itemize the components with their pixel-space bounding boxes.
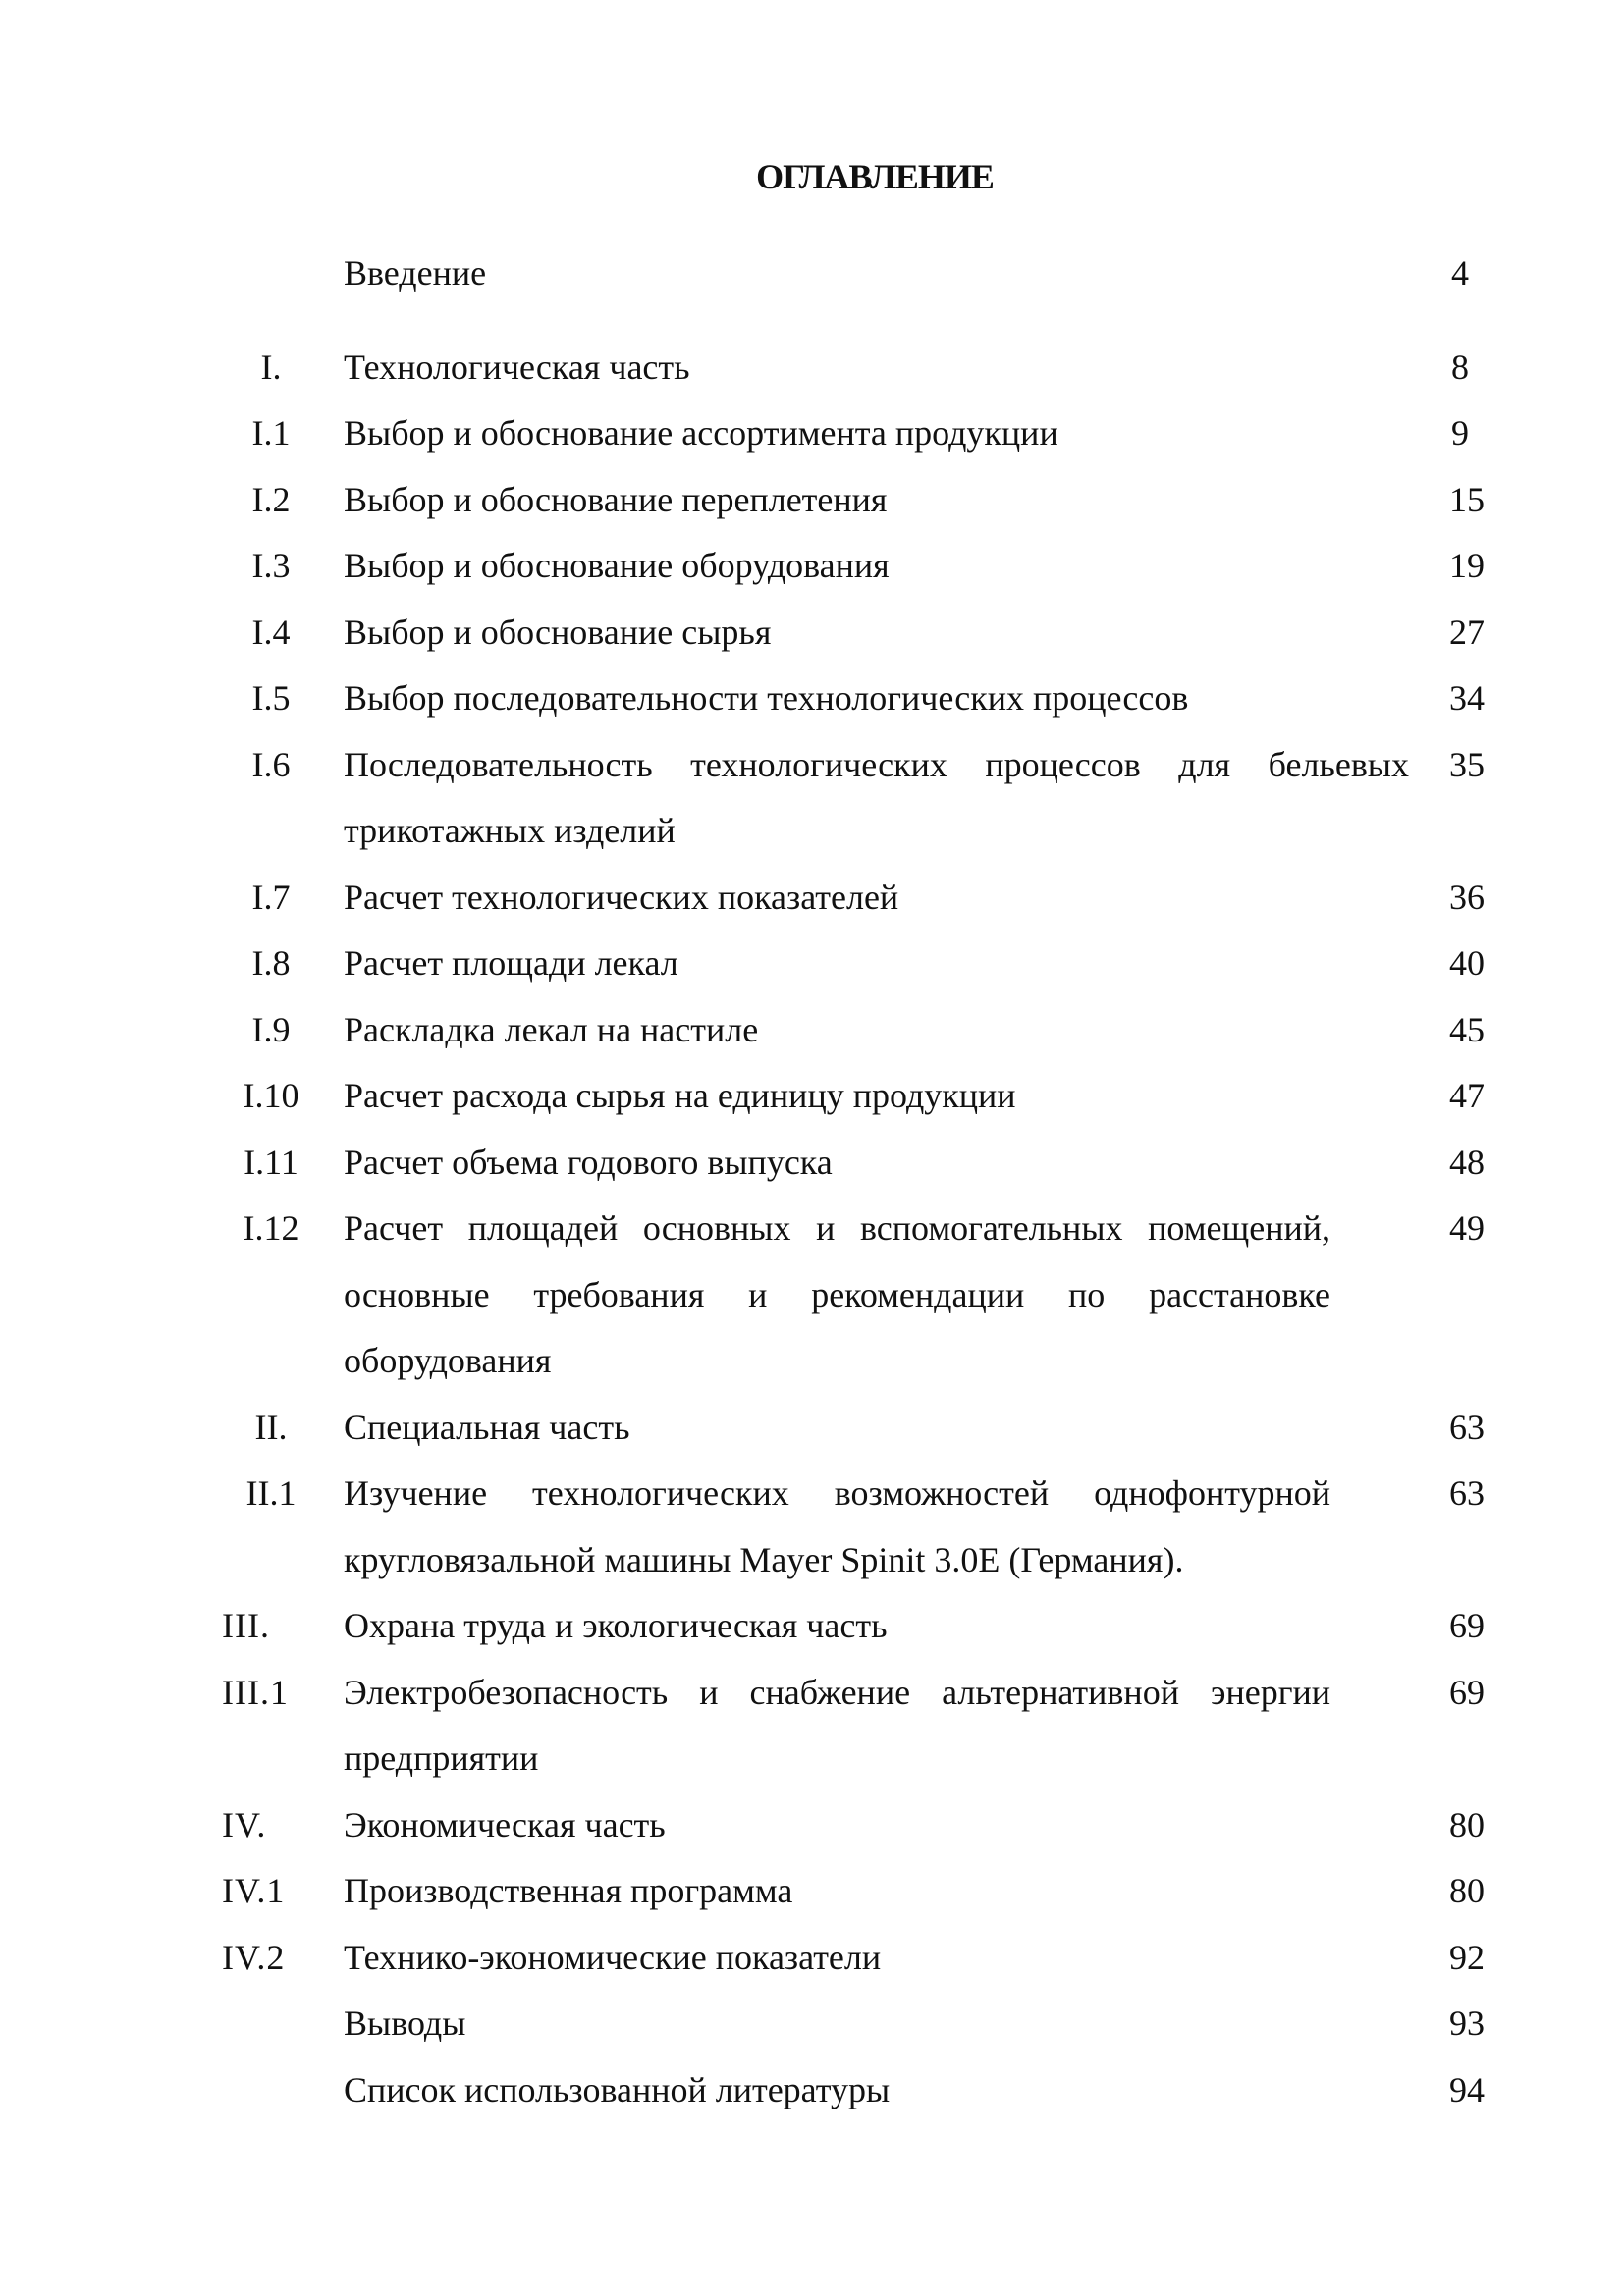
toc-entry-title: Раскладка лекал на настиле xyxy=(344,1009,759,1049)
toc-entry-number: I.3 xyxy=(251,546,291,585)
toc-entry xyxy=(0,1925,1624,1992)
toc-entry-number: II.1 xyxy=(245,1473,297,1513)
toc-entry-page: 35 xyxy=(1449,744,1485,784)
toc-entry xyxy=(0,666,1624,732)
toc-entry-title: Технико-экономические показатели xyxy=(344,1937,882,1977)
toc-entry-title: Специальная часть xyxy=(344,1407,630,1447)
toc-entry xyxy=(0,240,1624,307)
toc-entry-number: I.5 xyxy=(251,678,291,718)
toc-entry-title: Выбор и обоснование сырья xyxy=(344,612,772,652)
toc-entry xyxy=(0,1063,1624,1130)
toc-entry-title: Расчет площади лекал xyxy=(344,943,678,983)
toc-entry xyxy=(0,1792,1624,1859)
toc-entry-number: I.11 xyxy=(244,1142,298,1182)
toc-entry xyxy=(0,1196,1624,1395)
toc-entry-number: III.1 xyxy=(222,1672,289,1712)
toc-entry-page: 63 xyxy=(1449,1473,1485,1513)
toc-entry-title: Расчет площадей основных и вспомогательных помещений, основные требования и рекомендации по расстановке оборудования xyxy=(344,1208,1330,1380)
toc-entry-page: 47 xyxy=(1449,1076,1485,1115)
toc-entry-number: I.4 xyxy=(251,612,291,652)
toc-entry-title: Расчет расхода сырья на единицу продукции xyxy=(344,1076,1016,1115)
toc-entry-title: Электробезопасность и снабжение альтернативной энергии предприятии xyxy=(344,1672,1330,1778)
toc-entry-page: 80 xyxy=(1449,1871,1485,1910)
toc-entry xyxy=(0,1858,1624,1925)
toc-entry-page: 34 xyxy=(1449,678,1485,718)
toc-entry-page: 93 xyxy=(1449,2003,1485,2043)
toc-entry-title: Введение xyxy=(344,253,487,293)
toc-entry-title: Расчет технологических показателей xyxy=(344,877,899,917)
toc-entry-page: 49 xyxy=(1449,1208,1485,1248)
toc-entry-number: I.2 xyxy=(251,479,291,519)
toc-entry-page: 8 xyxy=(1451,347,1469,387)
toc-entry-number: I.8 xyxy=(251,943,291,983)
toc-entry-title: Технологическая часть xyxy=(344,347,690,387)
toc-list xyxy=(0,240,1624,2123)
toc-entry-page: 69 xyxy=(1449,1606,1485,1645)
toc-entry-title: Экономическая часть xyxy=(344,1804,666,1844)
toc-entry-title: Выбор и обоснование ассортимента продукции xyxy=(344,413,1058,453)
toc-entry-title: Охрана труда и экологическая часть xyxy=(344,1606,888,1645)
toc-entry-title: Последовательность технологических процессов для бельевых трикотажных изделий xyxy=(344,744,1409,850)
toc-entry xyxy=(0,1130,1624,1197)
toc-entry xyxy=(0,467,1624,534)
toc-entry-page: 63 xyxy=(1449,1407,1485,1447)
toc-entry-title: Список использованной литературы xyxy=(344,2069,891,2109)
toc-entry-number: III. xyxy=(222,1606,270,1645)
toc-entry-number: IV.2 xyxy=(222,1937,286,1977)
toc-entry xyxy=(0,2057,1624,2124)
toc-entry-number: I.10 xyxy=(243,1076,299,1115)
toc-entry-number: II. xyxy=(254,1407,288,1447)
toc-entry-page: 9 xyxy=(1451,413,1469,453)
toc-entry-page: 19 xyxy=(1449,546,1485,585)
toc-entry-page: 45 xyxy=(1449,1009,1485,1049)
toc-entry xyxy=(0,533,1624,600)
toc-entry xyxy=(0,1660,1624,1792)
toc-entry xyxy=(0,732,1624,865)
toc-entry-title: Выводы xyxy=(344,2003,466,2043)
toc-entry-title: Выбор последовательности технологических процессов xyxy=(344,678,1189,718)
toc-entry-title: Изучение технологических возможностей однофонтурной кругловязальной машины Mayer Spinit 3.0E (Германия). xyxy=(344,1473,1330,1579)
toc-entry xyxy=(0,1461,1624,1593)
toc-entry-number: I.1 xyxy=(251,413,291,453)
toc-title: ОГЛАВЛЕНИЕ xyxy=(756,157,994,196)
toc-entry-title: Выбор и обоснование переплетения xyxy=(344,479,888,519)
toc-entry-title: Выбор и обоснование оборудования xyxy=(344,546,890,585)
toc-entry xyxy=(0,865,1624,932)
toc-entry-number: I.6 xyxy=(251,744,291,784)
toc-entry-page: 80 xyxy=(1449,1804,1485,1844)
toc-entry-number: I.9 xyxy=(251,1009,291,1049)
toc-entry xyxy=(0,1991,1624,2057)
toc-entry xyxy=(0,997,1624,1064)
toc-entry-number: I.12 xyxy=(243,1208,299,1248)
toc-entry-page: 92 xyxy=(1449,1937,1485,1977)
toc-entry-page: 40 xyxy=(1449,943,1485,983)
toc-entry-page: 36 xyxy=(1449,877,1485,917)
toc-entry xyxy=(0,335,1624,401)
toc-entry-page: 4 xyxy=(1451,253,1469,293)
toc-entry-page: 48 xyxy=(1449,1142,1485,1182)
toc-entry-title: Производственная программа xyxy=(344,1871,793,1910)
toc-entry-number: I. xyxy=(260,347,282,387)
toc-entry xyxy=(0,1593,1624,1660)
toc-entry xyxy=(0,600,1624,667)
toc-entry-page: 69 xyxy=(1449,1672,1485,1712)
toc-entry xyxy=(0,400,1624,467)
toc-entry-title: Расчет объема годового выпуска xyxy=(344,1142,833,1182)
toc-entry-page: 15 xyxy=(1449,479,1485,519)
toc-entry xyxy=(0,1395,1624,1462)
toc-entry-number: IV. xyxy=(222,1804,267,1844)
toc-entry xyxy=(0,931,1624,997)
toc-entry-number: IV.1 xyxy=(222,1871,286,1910)
toc-entry-page: 94 xyxy=(1449,2069,1485,2109)
toc-entry-number: I.7 xyxy=(251,877,291,917)
toc-entry-page: 27 xyxy=(1449,612,1485,652)
